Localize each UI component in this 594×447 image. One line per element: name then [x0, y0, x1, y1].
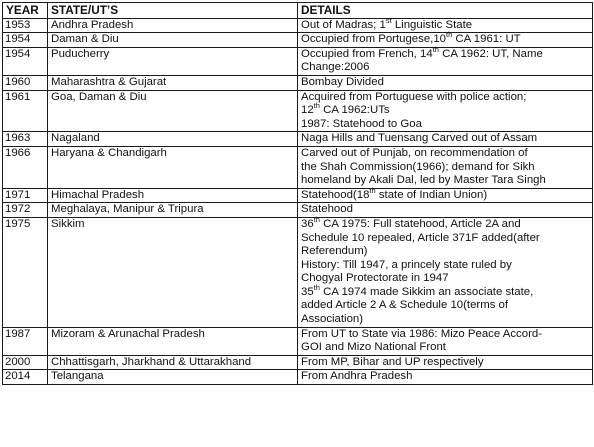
details-text: 1987: Statehood to Goa	[301, 117, 422, 130]
cell-year: 1987	[3, 327, 48, 355]
cell-details	[298, 132, 593, 147]
table-row	[3, 146, 593, 188]
table-body	[3, 15, 593, 384]
cell-state: Daman & Diu	[48, 33, 298, 48]
details-text: Statehood	[301, 203, 353, 216]
cell-year: 1953	[3, 18, 48, 33]
details-text: Schedule 10 repealed, Article 371F added(after	[301, 231, 540, 244]
cell-details	[298, 75, 593, 90]
details-line	[301, 299, 589, 313]
cell-details	[298, 44, 593, 75]
cell-year: 1963	[3, 132, 48, 147]
details-line	[301, 161, 589, 175]
cell-state: Nagaland	[48, 132, 298, 147]
cell-details	[298, 30, 593, 48]
cell-details	[298, 327, 593, 355]
details-line	[301, 313, 589, 327]
details-line	[301, 91, 589, 105]
table-row	[3, 18, 593, 33]
cell-year: 1961	[3, 90, 48, 132]
details-text: Out of Madras; 1	[301, 18, 386, 31]
details-text: homeland by Akali Dal, led by Master Tara Singh	[301, 174, 546, 187]
ordinal-suffix: th	[313, 215, 320, 225]
details-text: GOI and Mizo National Front	[301, 341, 446, 354]
details-line	[301, 245, 589, 259]
details-line	[301, 147, 589, 161]
cell-details	[298, 355, 593, 370]
details-text: Occupied from French, 14	[301, 47, 433, 60]
details-text: Linguistic State	[391, 18, 473, 31]
ordinal-suffix: th	[369, 185, 376, 195]
details-text: state of Indian Union)	[375, 188, 488, 201]
details-text: CA 1975: Full statehood, Article 2A and	[319, 217, 521, 230]
details-line	[301, 15, 589, 33]
details-line	[301, 61, 589, 75]
details-line	[301, 44, 589, 62]
details-line	[301, 76, 589, 90]
cell-state: Andhra Pradesh	[48, 18, 298, 33]
table-row	[3, 75, 593, 90]
cell-state: Haryana & Chandigarh	[48, 146, 298, 188]
table-header-row	[3, 3, 593, 19]
details-text: Naga Hills and Tuensang Carved out of Assam	[301, 132, 538, 145]
table-row	[3, 203, 593, 218]
details-text: CA 1962: UT, Name	[438, 47, 543, 60]
details-text: added Article 2 A & Schedule 10(terms of	[301, 299, 509, 312]
details-text: Bombay Divided	[301, 75, 384, 88]
states-table-sheet	[2, 2, 592, 385]
details-text: the Shah Commission(1966); demand for Sikh	[301, 160, 535, 173]
details-text: Acquired from Portuguese with police action;	[301, 90, 527, 103]
details-line	[301, 101, 589, 118]
details-text: From UT to State via 1986: Mizo Peace Accord-	[301, 327, 542, 340]
cell-details	[298, 146, 593, 188]
cell-year: 2000	[3, 355, 48, 370]
cell-state: Chhattisgarh, Jharkhand & Uttarakhand	[48, 355, 298, 370]
ordinal-suffix: th	[446, 30, 453, 40]
cell-details	[298, 15, 593, 33]
details-text: From MP, Bihar and UP respectively	[301, 355, 484, 368]
table-row	[3, 47, 593, 75]
ordinal-suffix: st	[385, 15, 392, 25]
cell-year: 1960	[3, 75, 48, 90]
table-row	[3, 370, 593, 385]
details-text: CA 1961: UT	[452, 33, 521, 46]
details-line	[301, 259, 589, 273]
details-text: Referendum)	[301, 245, 368, 258]
details-line	[301, 185, 589, 203]
cell-details	[298, 203, 593, 218]
details-line	[301, 356, 589, 370]
cell-state: Maharashtra & Gujarat	[48, 75, 298, 90]
details-text: CA 1974 made Sikkim an associate state,	[319, 285, 534, 298]
cell-year: 1954	[3, 47, 48, 75]
cell-details	[298, 185, 593, 203]
ordinal-suffix: th	[313, 101, 320, 111]
details-text: Carved out of Punjab, on recommendation of	[301, 146, 528, 159]
cell-year: 1975	[3, 217, 48, 327]
ordinal-suffix: th	[432, 44, 439, 54]
states-formation-table	[2, 2, 593, 385]
cell-year: 1966	[3, 146, 48, 188]
details-text: History: Till 1947, a princely state ruled by	[301, 258, 512, 271]
details-line	[301, 283, 589, 300]
table-row	[3, 327, 593, 355]
table-row	[3, 33, 593, 48]
details-text: Association)	[301, 313, 364, 326]
details-text: 36	[301, 217, 314, 230]
cell-state: Puducherry	[48, 47, 298, 75]
cell-state: Sikkim	[48, 217, 298, 327]
details-line	[301, 174, 589, 188]
details-text: Change:2006	[301, 61, 370, 74]
cell-details	[298, 90, 593, 132]
details-line	[301, 30, 589, 47]
cell-state: Mizoram & Arunachal Pradesh	[48, 327, 298, 355]
header-state: STATE/UT’S	[48, 3, 298, 19]
details-line	[301, 272, 589, 286]
cell-state: Himachal Pradesh	[48, 188, 298, 203]
cell-year: 1971	[3, 188, 48, 203]
cell-year: 2014	[3, 370, 48, 385]
details-line	[301, 203, 589, 217]
details-text: CA 1962:UTs	[319, 104, 390, 117]
table-row	[3, 217, 593, 327]
details-text: 35	[301, 285, 314, 298]
cell-state: Goa, Daman & Diu	[48, 90, 298, 132]
details-line	[301, 118, 589, 132]
ordinal-suffix: th	[313, 283, 320, 293]
header-details: DETAILS	[298, 3, 593, 19]
details-line	[301, 232, 589, 246]
details-text: Statehood(18	[301, 188, 370, 201]
details-text: Occupied from Portugese,10	[301, 33, 446, 46]
table-row	[3, 188, 593, 203]
cell-state: Meghalaya, Manipur & Tripura	[48, 203, 298, 218]
table-row	[3, 132, 593, 147]
details-text: 12	[301, 104, 314, 117]
cell-state: Telangana	[48, 370, 298, 385]
details-text: Chogyal Protectorate in 1947	[301, 272, 449, 285]
header-year: YEAR	[3, 3, 48, 19]
details-line	[301, 370, 589, 384]
cell-details	[298, 217, 593, 327]
cell-details	[298, 370, 593, 385]
details-line	[301, 341, 589, 355]
cell-year: 1954	[3, 33, 48, 48]
cell-year: 1972	[3, 203, 48, 218]
table-row	[3, 90, 593, 132]
details-line	[301, 328, 589, 342]
details-line	[301, 215, 589, 232]
table-row	[3, 355, 593, 370]
details-text: From Andhra Pradesh	[301, 370, 413, 383]
details-line	[301, 132, 589, 146]
